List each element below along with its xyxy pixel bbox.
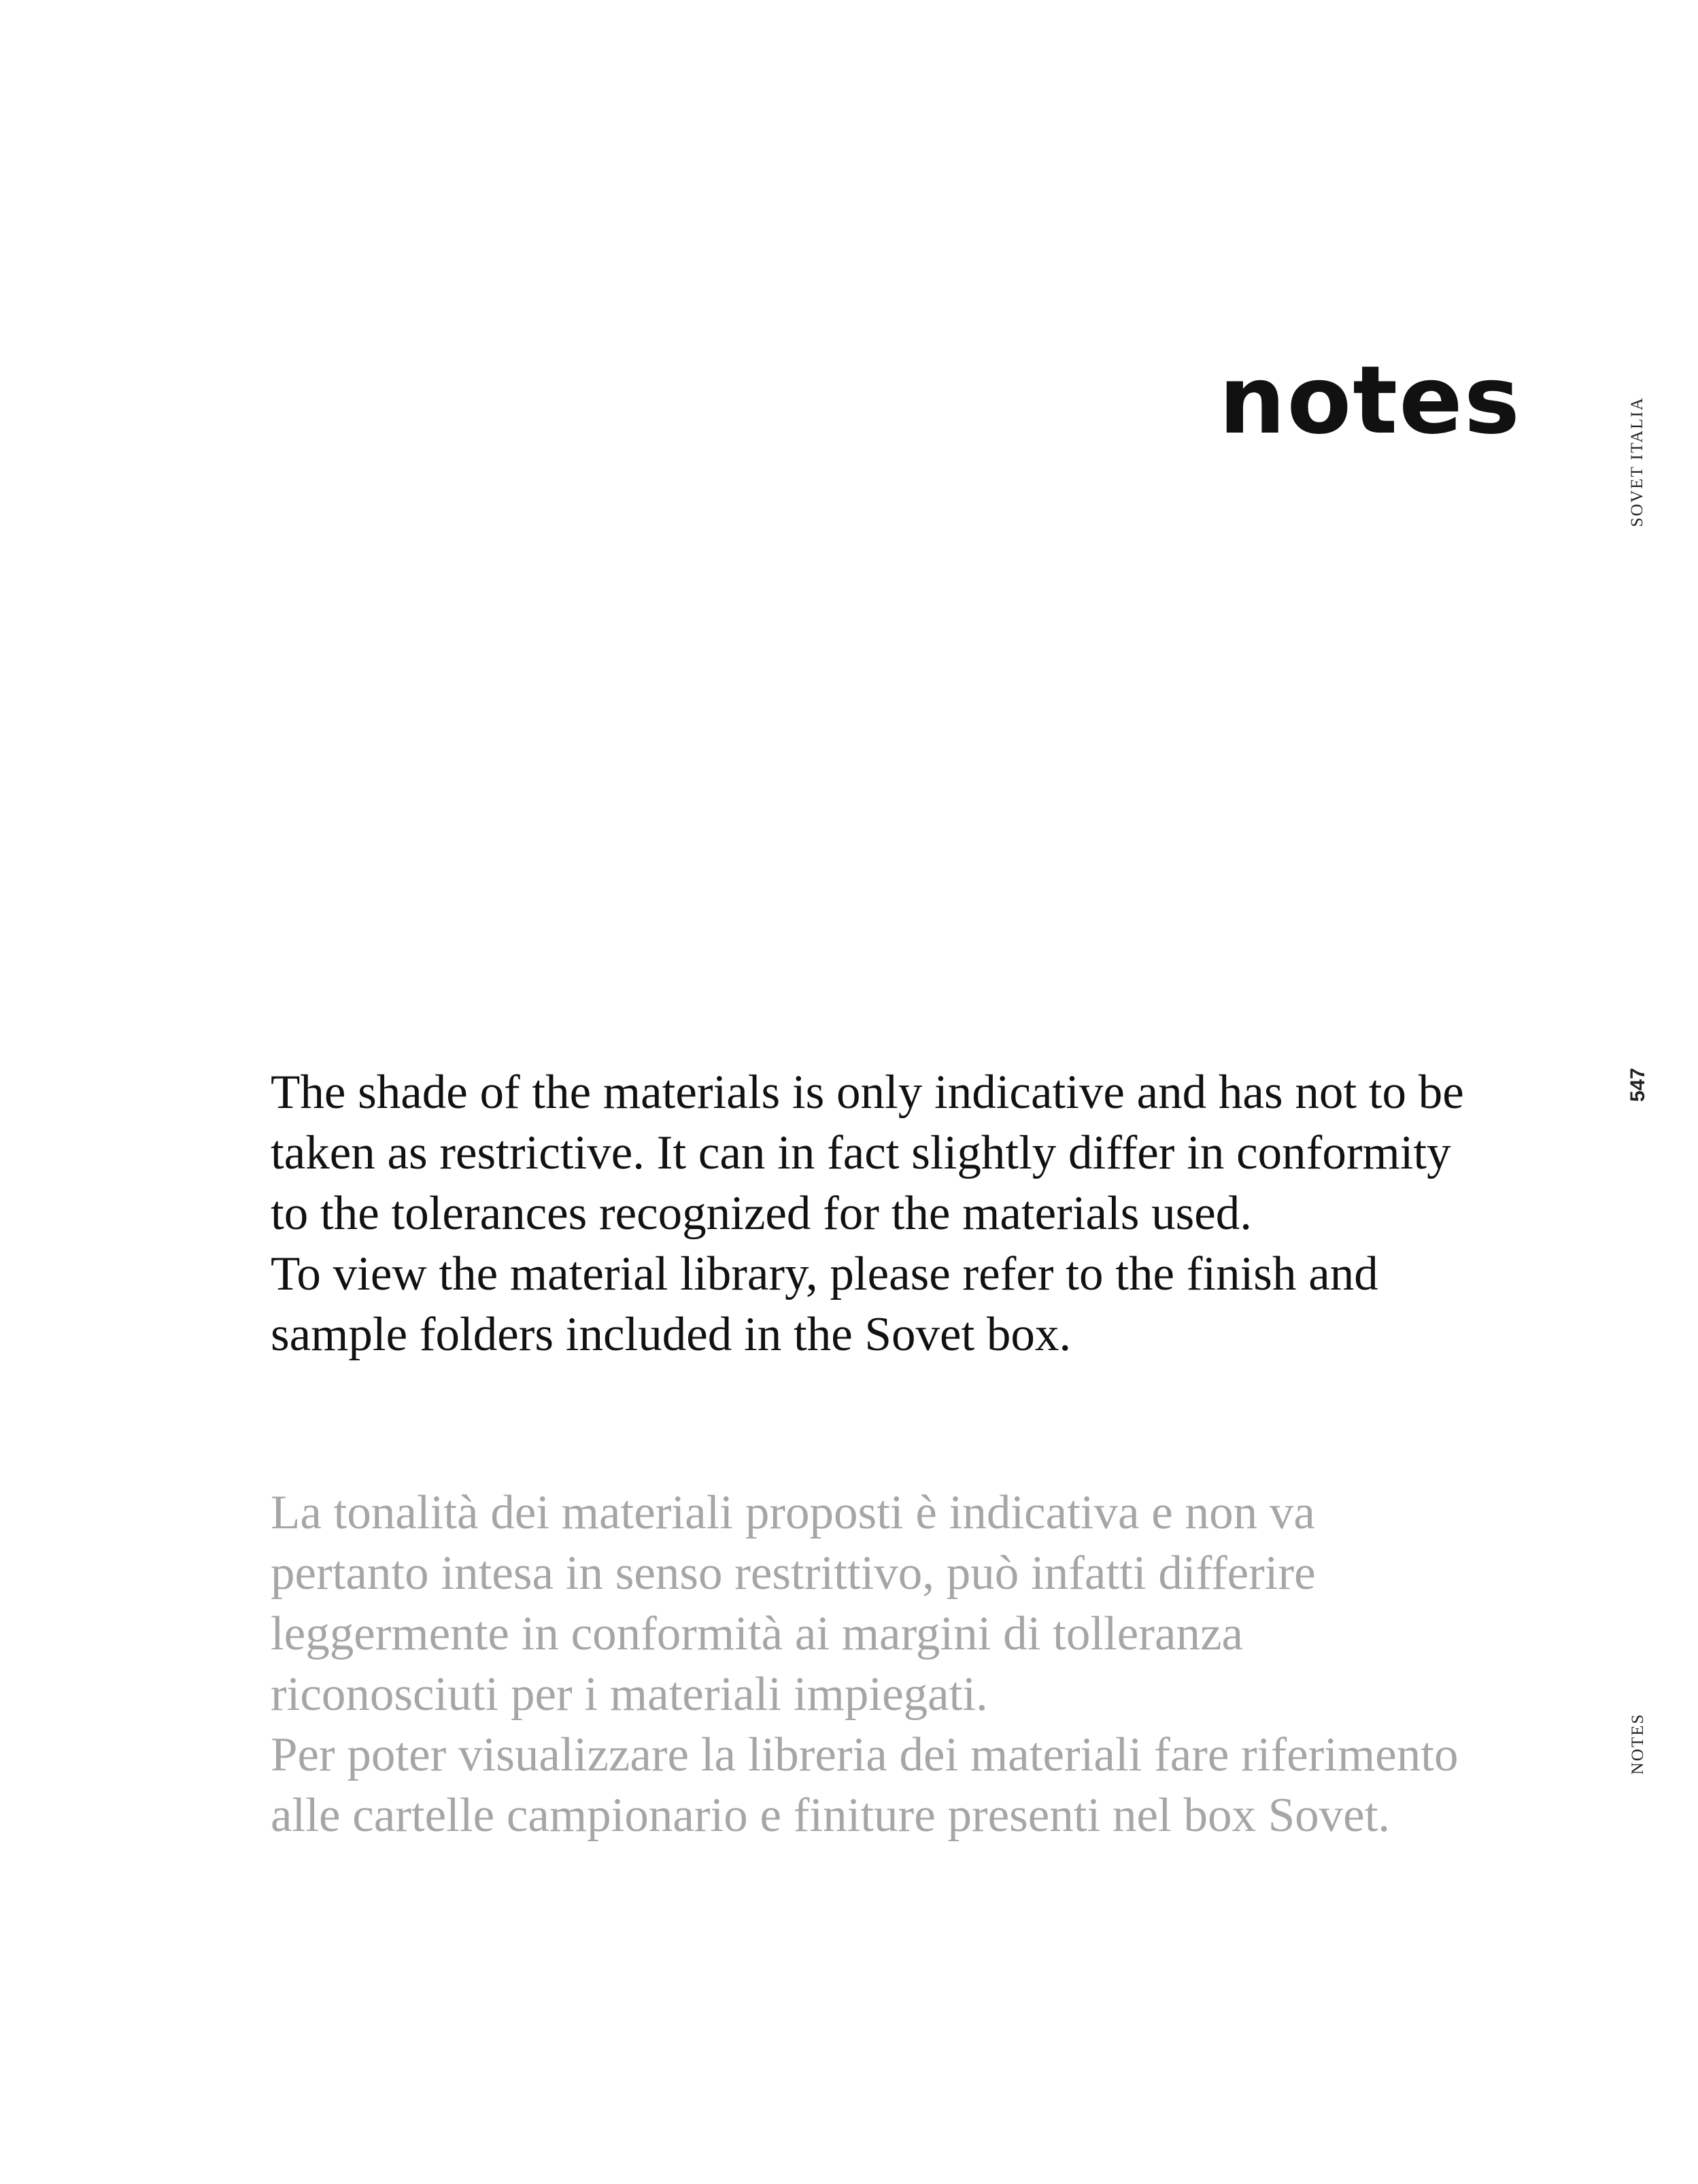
section-label: NOTES xyxy=(1629,1713,1647,1775)
italian-paragraph-library: Per poter visualizzare la libreria dei materiali fare riferimento alle cartelle campionario e finiture presenti nel box Sovet. xyxy=(271,1728,1459,1842)
italian-notes xyxy=(271,1483,1467,1846)
brand-label: SOVET ITALIA xyxy=(1628,397,1646,527)
english-notes xyxy=(271,1062,1467,1365)
english-paragraph-shade: The shade of the materials is only indicative and has not to be taken as restrictive. It can in fact slightly differ in conformity to the tolerances recognized for the materials used. xyxy=(271,1066,1464,1240)
page-number: 547 xyxy=(1627,1067,1649,1103)
page-title: notes xyxy=(1219,346,1521,455)
english-paragraph-library: To view the material library, please refer to the finish and sample folders included in the Sovet box. xyxy=(271,1247,1378,1361)
italian-paragraph-shade: La tonalità dei materiali proposti è indicativa e non va pertanto intesa in senso restrittivo, può infatti differire leggermente in conformità ai margini di tolleranza riconosciuti per i materiali impiegati. xyxy=(271,1486,1316,1721)
